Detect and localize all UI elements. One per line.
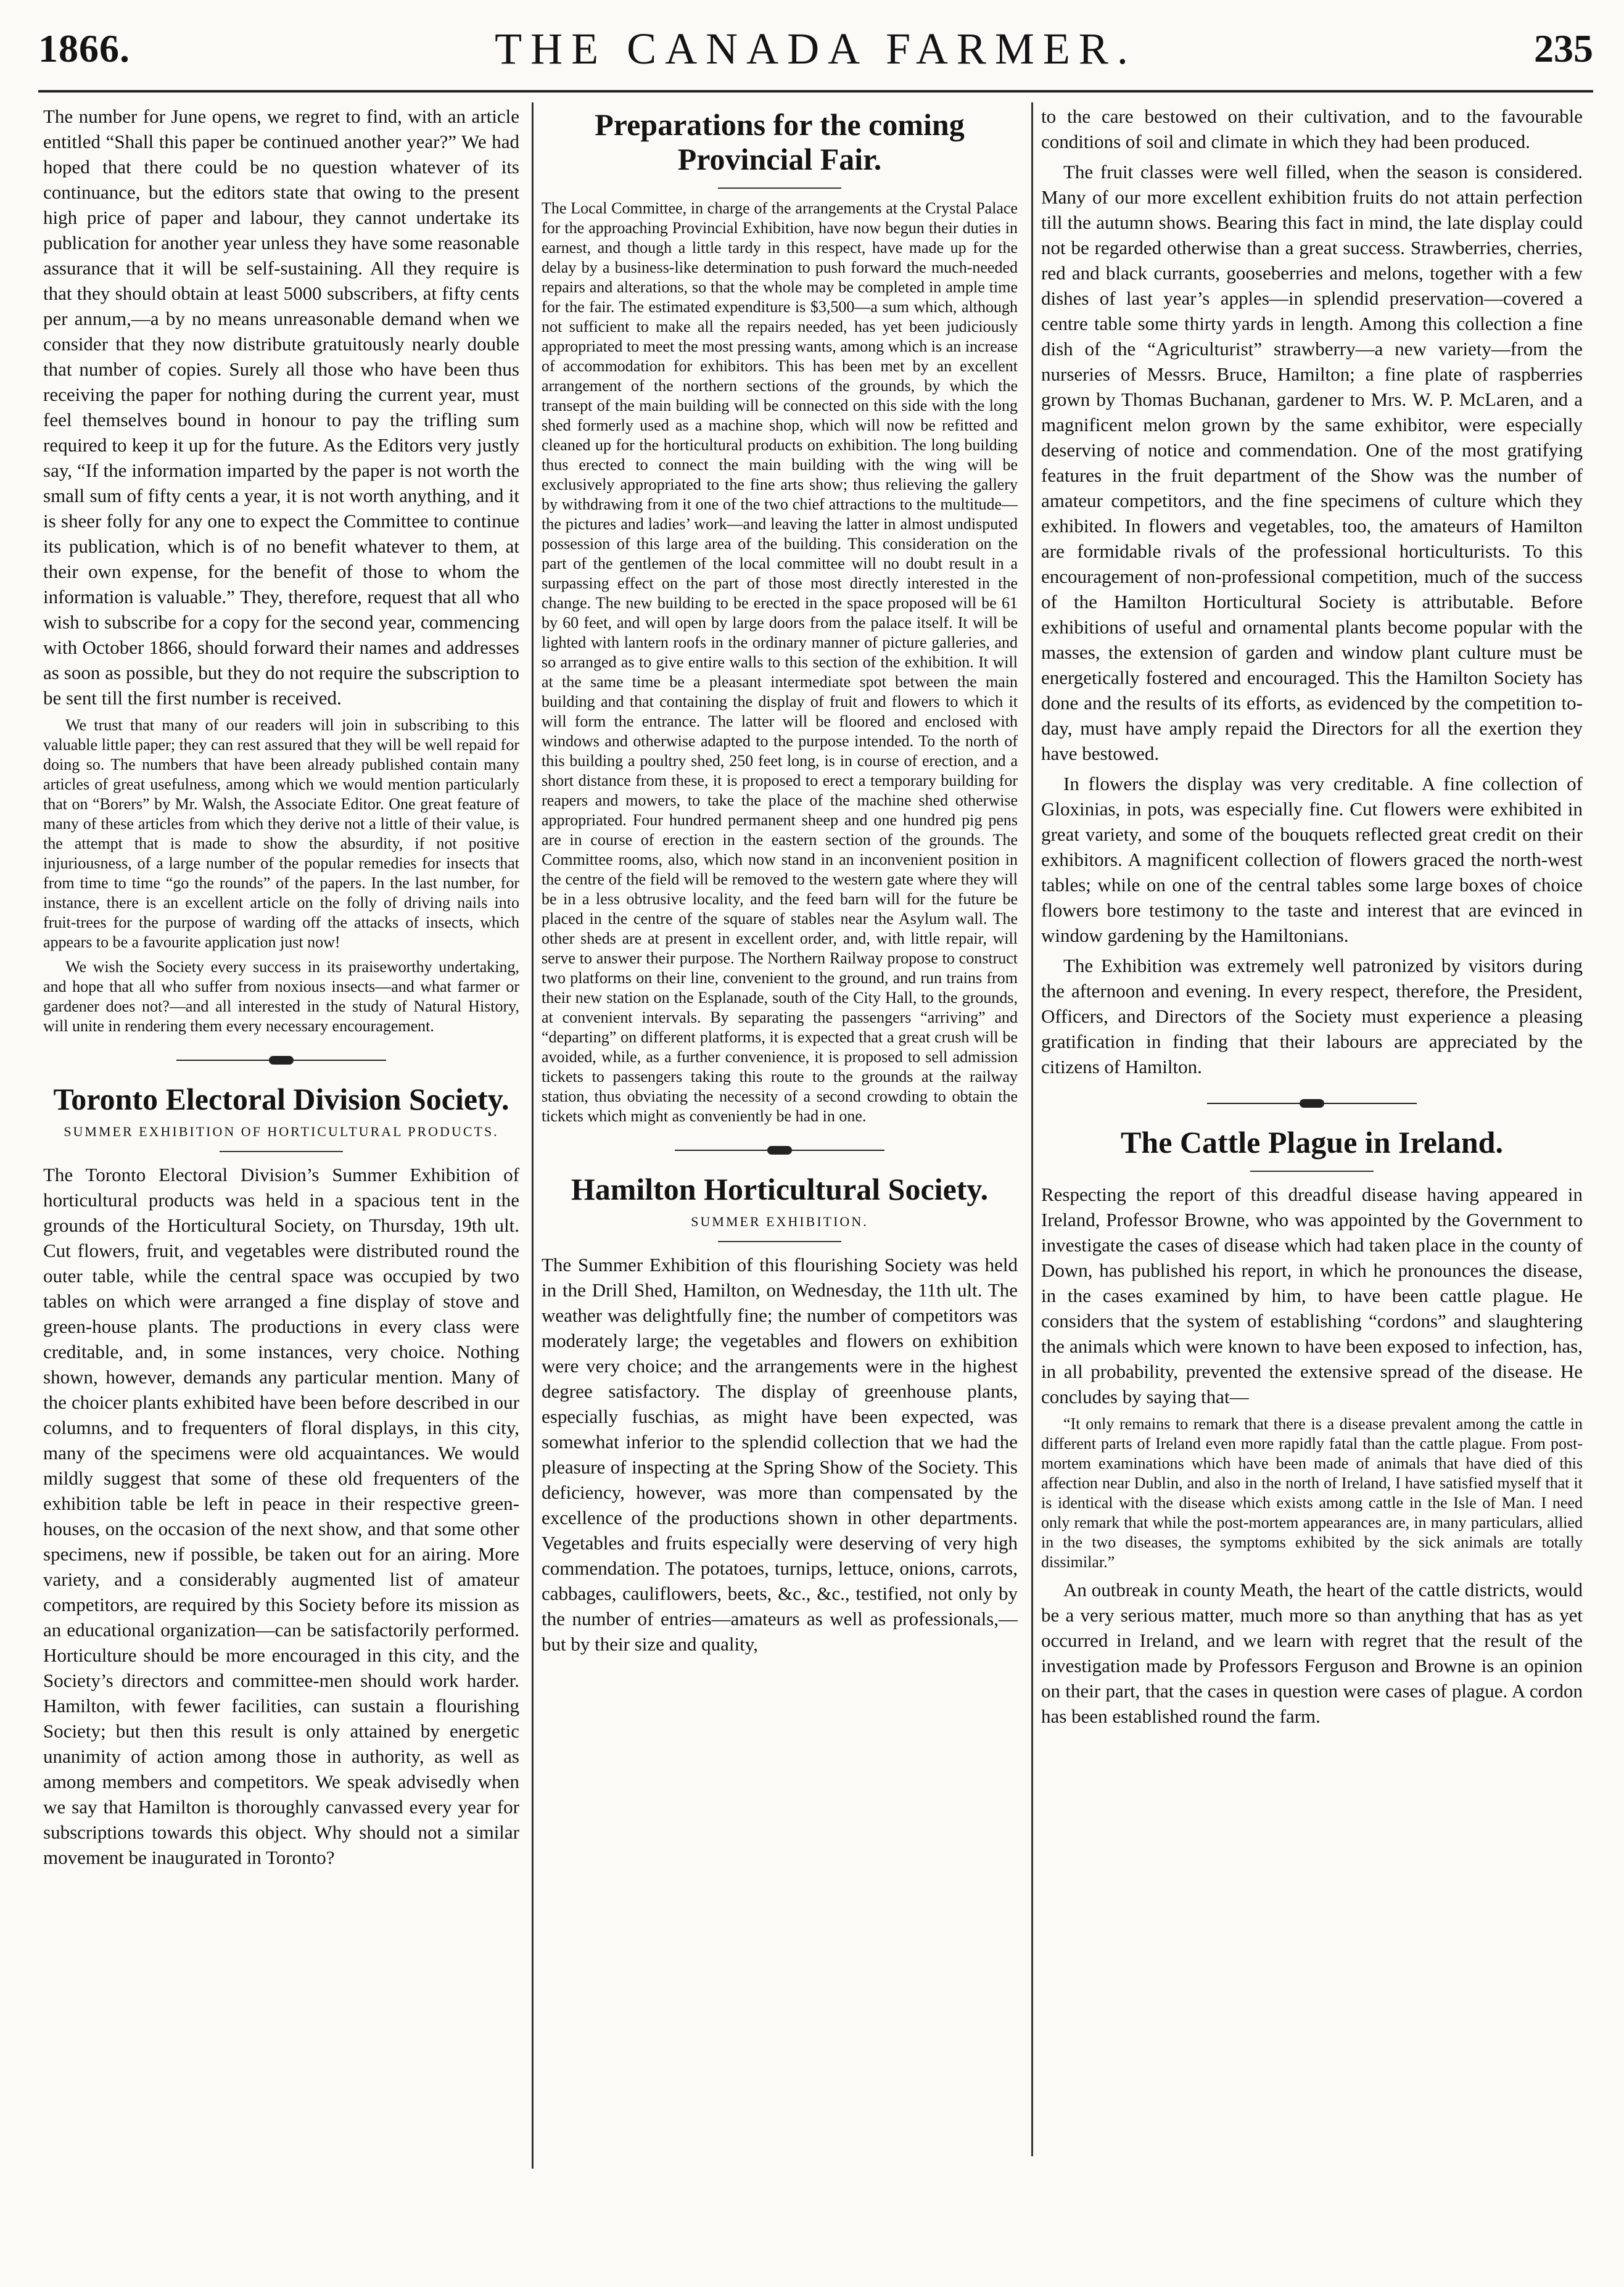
article-paragraph: We wish the Society every success in its praiseworthy undertaking, and hope that all who suffer from noxious insects—and what farmer or gardener does not?—and all interested in the study of Natural History, will unite in rendering them every necessary encouragement. <box>43 958 519 1035</box>
article-paragraph: The fruit classes were well filled, when the season is considered. Many of our more excellent exhibition fruits do not attain perfection till the autumn shows. Bearing this fact in mind, the late display could not be regarded otherwise than a great success. Strawberries, cherries, red and black currants, gooseberries and melons, together with a few dishes of last year’s apples—in splendid preservation—covered a centre table some thirty yards in length. Among this collection a fine dish of the “Agriculturist” strawberry—a new variety—from the nurseries of Messrs. Bruce, Hamilton; a fine plate of raspberries grown by Thomas Buchanan, gardener to Mrs. W. P. McLaren, and a magnificent melon grown by the same exhibitor, were especially deserving of notice and commendation. One of the most gratifying features in the fruit department of the Show was the number of amateur competitors, and the fine specimens of culture which they exhibited. In flowers and vegetables, too, the amateurs of Hamilton are formidable rivals of the professional horticulturists. To this encouragement of non-professional competition, much of the success of the Hamilton Horticultural Society is attributable. Before exhibitions of useful and ornamental plants become popular with the masses, the extension of garden and window plant culture must be energetically fostered and encouraged. This the Hamilton Society has done and the results of its efforts, as evidenced by the competition to-day, must have amply repaid the Directors for all the exertion they have bestowed. <box>1041 161 1583 764</box>
article-paragraph: The Summer Exhibition of this flourishing Society was held in the Drill Shed, Hamilton, on Wednesday, the 11th ult. The weather was delightfully fine; the number of competitors was moderately large; the vegetables and flowers on exhibition were very choice; and the arrangements were in the highest degree satisfactory. The display of greenhouse plants, especially fuschias, as might have been expected, was somewhat inferior to the splendid collection that we had the pleasure of inspecting at the Spring Show of the Society. This deficiency, however, was more than compensated by the excellence of the productions shown in other departments. Vegetables and fruits especially were deserving of very high commendation. The potatoes, turnips, lettuce, onions, carrots, cabbages, cauliflowers, beets, &c., &c., testified, not only by the number of entries—amateurs as well as professionals,—but by their size and quality, <box>542 1254 1018 1655</box>
column-rule-left <box>532 102 534 2169</box>
column-right <box>1041 104 1583 1734</box>
section-separator <box>675 1145 884 1156</box>
article-paragraph: The Toronto Electoral Division’s Summer Exhibition of horticultural products was held in a spacious tent in the grounds of the Horticultural Society, on Thursday, 19th ult. Cut flowers, fruit, and vegetables were distributed round the outer table, while the central space was occupied by two tables on which were arranged a fine display of stove and green-house plants. The productions in every class were creditable, and, in some instances, very choice. Nothing shown, however, demands any particular mention. Many of the choicer plants exhibited have been before described in our columns, and to frequenters of floral displays, in this city, many of the specimens were old acquaintances. We would mildly suggest that some of these old frequenters of the exhibition table be left in peace in their respective green-houses, on the occasion of the next show, and that some other specimens, new if possible, be taken out for an airing. More variety, and a considerably augmented list of amateur competitors, are required by this Society before its mission as an educational organization—can be satisfactorily performed. Horticulture should be more encouraged in this city, and the Society’s directors and committee-men should work harder. Hamilton, with fewer facilities, can sustain a flourishing Society; but then this result is only attained by energetic unanimity of action among those in authority, as well as among members and competitors. We speak advisedly when we say that Hamilton is thoroughly canvassed every year for subscriptions towards this object. Why should not a similar movement be inaugurated in Toronto? <box>43 1164 519 1868</box>
headline-toronto-society: Toronto Electoral Division Society. <box>53 1082 509 1116</box>
headline-cattle-plague: The Cattle Plague in Ireland. <box>1121 1125 1503 1160</box>
subheading-toronto: SUMMER EXHIBITION OF HORTICULTURAL PRODUCTS. <box>64 1124 499 1139</box>
article-paragraph: In flowers the display was very creditable. A fine collection of Gloxinias, in pots, was especially fine. Cut flowers were exhibited in great variety, and some of the bouquets reflected great credit on their exhibitors. A magnificent collection of flowers graced the north-west tables; while on one of the central tables some large boxes of choice flowers bore testimony to the taste and interest that are evinced in window gardening by the Hamiltonians. <box>1041 773 1583 946</box>
block-quote: “It only remains to remark that there is a disease prevalent among the cattle in different parts of Ireland even more rapidly fatal than the cattle plague. From post-mortem examinations which have been made of animals that have died of this affection near Dublin, and also in the north of Ireland, I have satisfied myself that it is identical with the disease which exists among cattle in the Isle of Man. I need only remark that while the post-mortem appearances are, in many particulars, allied in the two diseases, the symptoms exhibited by the sick animals are totally dissimilar.” <box>1041 1415 1583 1571</box>
page-header <box>38 23 1593 85</box>
headline-provincial-fair: Preparations for the coming Provincial Fair. <box>595 107 965 176</box>
masthead-title: THE CANADA FARMER. <box>495 24 1137 73</box>
headline-rule <box>1250 1171 1374 1172</box>
section-separator <box>1207 1098 1417 1109</box>
article-paragraph: Respecting the report of this dreadful disease having appeared in Ireland, Professor Browne, who was appointed by the Government to investigate the cases of disease which had taken place in the county of Down, has published his report, in which he pronounces the disease, in the cases examined by him, to have been cattle plague. He considers that the system of establishing “cordons” and slaughtering the animals which were known to have been exposed to infection, has, in all probability, prevented the extensive spread of the disease. He concludes by saying that— <box>1041 1184 1583 1407</box>
article-paragraph: The Local Committee, in charge of the arrangements at the Crystal Palace for the approaching Provincial Exhibition, have now begun their duties in earnest, and though a little tardy in this respect, have made up for the delay by a business-like determination to push forward the much-needed repairs and alterations, so that the whole may be completed in ample time for the fair. The estimated expenditure is $3,500—a sum which, although not sufficient to make all the repairs needed, has yet been judiciously appropriated to meet the most pressing wants, among which is an increase of accommodation for exhibitors. This has been met by an excellent arrangement of the northern sections of the grounds, by which the transept of the main building will be connected on this side with the long shed formerly used as a machine shop, which will now be refitted and cleaned up for the horticultural products on exhibition. The long building thus erected to connect the main building with the wing will be exclusively appropriated to the fine arts show; thus relieving the gallery by withdrawing from it one of the two chief attractions to the multitude—the pictures and ladies’ work—and leaving the latter in almost undisputed possession of this large area of the building. This consideration on the part of the gentlemen of the local committee will no doubt result in a surpassing effect on the part of those most directly interested in the change. The new building to be erected in the space proposed will be 61 by 60 feet, and will open by large doors from the palace itself. It will be lighted with lantern roofs in the ordinary manner of picture galleries, and so arranged as to give entire walls to this section of the exhibition. It will at the same time be a pleasant intermediate spot between the main building and that containing the display of fruit and flowers to which it will form the entrance. The latter will be floored and enclosed with windows and otherwise adapted to the purpose intended. To the north of this building a poultry shed, 250 feet long, is in course of erection, and a short distance from these, it is proposed to erect a temporary building for reapers and mowers, to take the place of the machine shed otherwise appropriated. Four hundred permanent sheep and one hundred pig pens are in course of erection in the eastern section of the grounds. The Committee rooms, also, which now stand in an inconvenient position in the centre of the field will be removed to the western gate where they will be in a less obtrusive locality, and the feed barn will for the future be placed in the centre of the square of stables near the Asylum wall. The other sheds are at present in excellent order, and, with little repair, will serve to answer their purpose. The Northern Railway propose to construct two platforms on their line, convenient to the ground, and run trains from their new station on the Esplanade, south of the City Hall, to the grounds, at convenient intervals. By separating the passengers “arriving” and “departing” on different platforms, it is expected that a great crush will be avoided, while, as a further convenience, it is proposed to sell admission tickets to passengers taking this route to the grounds at the railway station, thus obviating the necessity of a second crowding to obtain the tickets which might as conveniently be had in one. <box>542 199 1018 1125</box>
article-paragraph: The number for June opens, we regret to find, with an article entitled “Shall this paper be continued another year?” We had hoped that there could be no question whatever of its continuance, but the editors state that owing to the present high price of paper and labour, they cannot undertake its publication for another year unless they have some reasonable assurance that it will be self-sustaining. All they require is that they should obtain at least 5000 subscribers, at fifty cents per annum,—a by no means unreasonable demand when we consider that they now distribute gratuitously nearly double that number of copies. Surely all those who have been thus receiving the paper for nothing during the current year, must feel themselves bound in honour to pay the trifling sum required to keep it up for the future. As the Editors very justly say, “If the information imparted by the paper is not worth the small sum of fifty cents a year, it is not worth anything, and it is sheer folly for any one to expect the Committee to continue its publication, which is of no benefit whatever to them, at their own expense, for the benefit of those to whom the information is valuable.” They, therefore, request that all who wish to subscribe for a copy for the second year, commencing with October 1866, should forward their names and addresses as soon as possible, but they do not require the subscription to be sent till the first number is received. <box>43 105 519 709</box>
issue-year: 1866. <box>38 27 130 70</box>
article-paragraph: We trust that many of our readers will join in subscribing to this valuable little paper; they can rest assured that they will be well repaid for doing so. The numbers that have been already published contain many articles of great usefulness, among which we would mention particularly that on “Borers” by Mr. Walsh, the Associate Editor. One great feature of many of these articles from which they derive not a little of their value, is the attempt that is made to show the absurdity, if not positive injuriousness, of a large number of the popular remedies for insects that from time to time “go the rounds” of the papers. In the last number, for instance, there is an excellent article on the folly of driving nails into fruit-trees for the purpose of warding off the attacks of insects, which appears to be a favourite application just now! <box>43 716 519 951</box>
column-middle <box>542 104 1018 1662</box>
subheading-rule <box>718 1241 841 1242</box>
article-paragraph: An outbreak in county Meath, the heart of the cattle districts, would be a very serious matter, much more so than anything that has as yet occurred in Ireland, and we learn with regret that the result of the investigation made by Professors Ferguson and Browne is an opinion on their part, that the cases in question were cases of plague. A cordon has been established round the farm. <box>1041 1579 1583 1727</box>
column-rule-right <box>1031 102 1033 2156</box>
subheading-rule <box>220 1151 343 1152</box>
subheading-hamilton: SUMMER EXHIBITION. <box>691 1214 868 1229</box>
page-number: 235 <box>1534 27 1593 70</box>
article-paragraph: to the care bestowed on their cultivation, and to the favourable conditions of soil and climate in which they had been produced. <box>1041 105 1583 152</box>
headline-rule <box>718 187 841 189</box>
headline-hamilton-society: Hamilton Horticultural Society. <box>571 1172 989 1206</box>
article-paragraph: The Exhibition was extremely well patronized by visitors during the afternoon and evening. In every respect, therefore, the President, Officers, and Directors of the Society must experience a pleasing gratification in finding that their labours are appreciated by the citizens of Hamilton. <box>1041 955 1583 1078</box>
header-rule <box>38 90 1593 93</box>
column-left <box>43 104 519 1875</box>
section-separator <box>176 1055 386 1066</box>
